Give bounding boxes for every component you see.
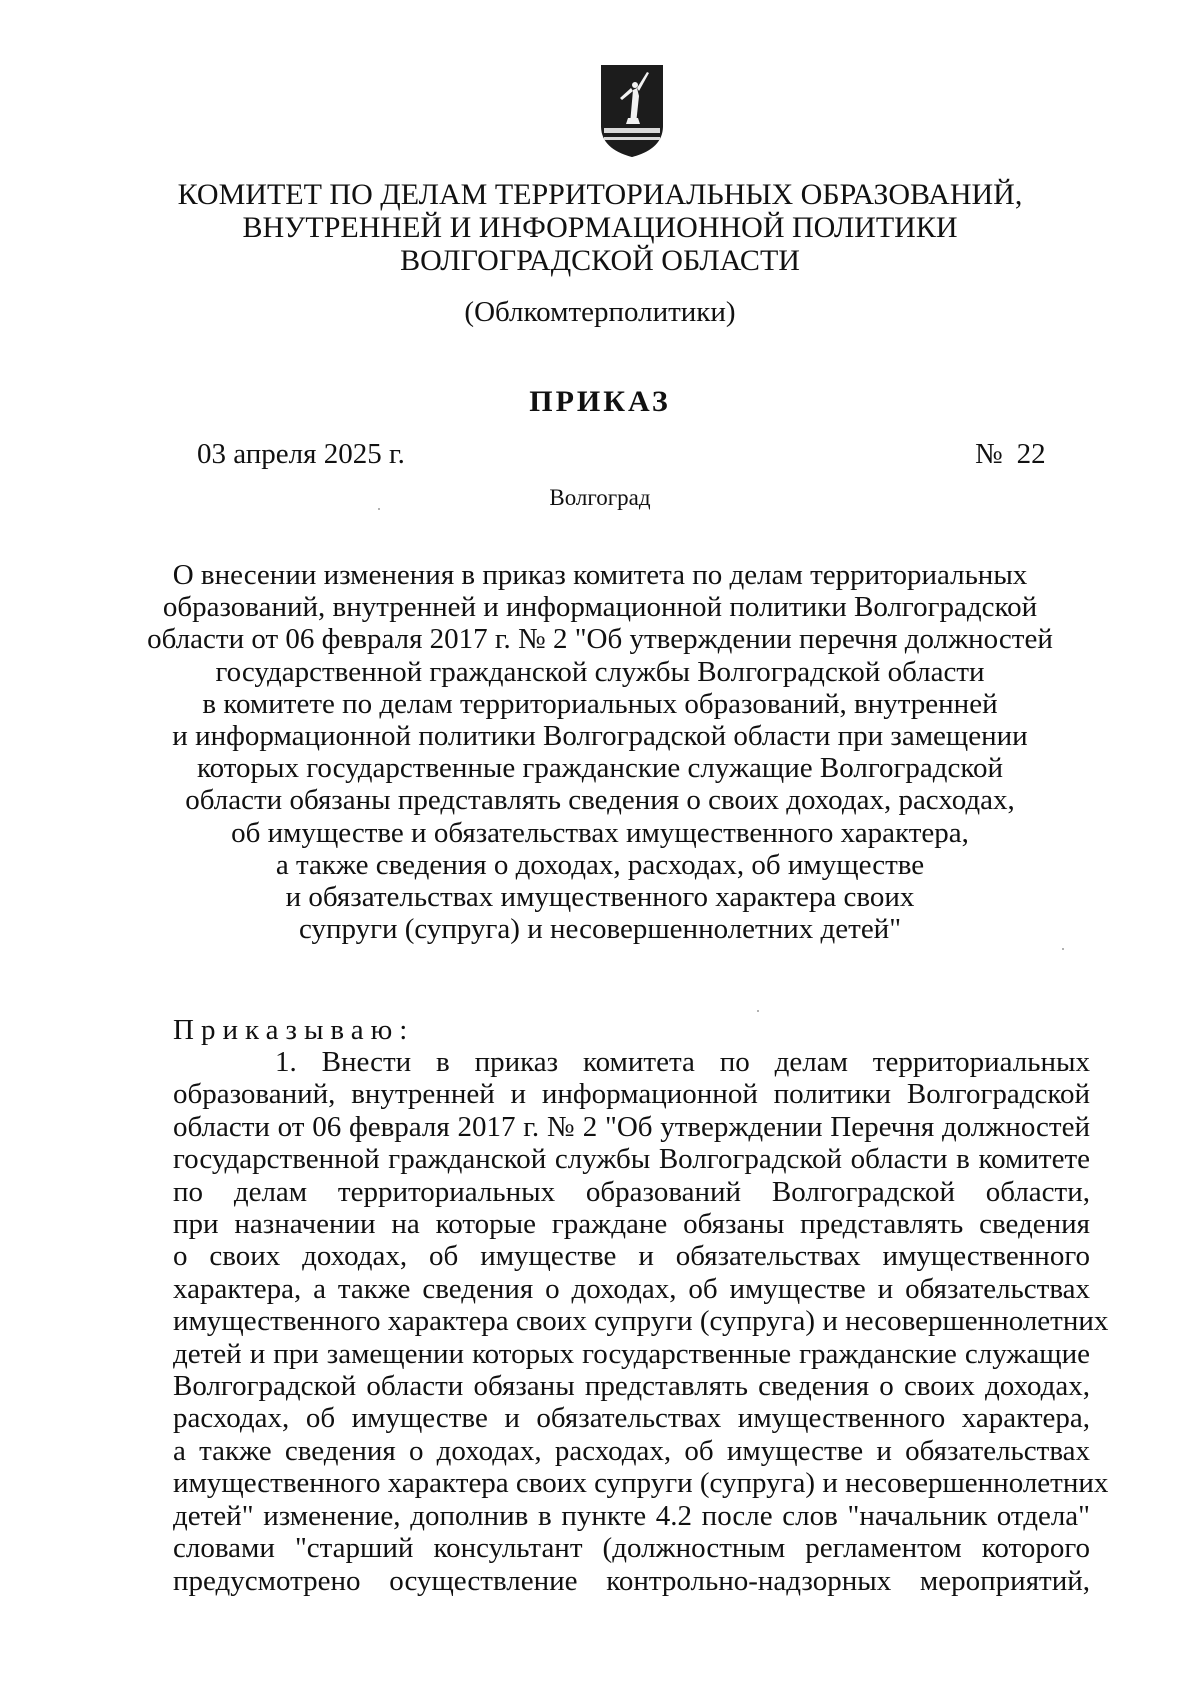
body-line: образований, внутренней и информационной политики Волгоградской: [173, 1078, 1090, 1111]
subject-line: образований, внутренней и информационной политики Волгоградской: [162, 591, 1038, 624]
body-line: Волгоградской области обязаны представлять сведения о своих доходах,: [173, 1370, 1090, 1403]
subject-line: и информационной политики Волгоградской области при замещении: [172, 720, 1028, 753]
document-type: ПРИКАЗ: [529, 385, 671, 418]
body-line: государственной гражданской службы Волгоградской области в комитете: [173, 1143, 1090, 1176]
document-city: Волгоград: [549, 485, 651, 510]
emblem-icon: [600, 64, 664, 158]
body-line: характера, а также сведения о доходах, об имуществе и обязательствах: [173, 1272, 1090, 1305]
number-value: 22: [1016, 438, 1046, 470]
body-line: по делам территориальных образований Волгоградской области,: [173, 1175, 1090, 1208]
body-line: предусмотрено осуществление контрольно-надзорных мероприятий,: [173, 1564, 1090, 1597]
body-line: детей и при замещении которых государственные гражданские служащие: [173, 1337, 1090, 1370]
body-line: 1. Внести в приказ комитета по делам территориальных: [275, 1046, 1090, 1078]
committee-header: [150, 178, 1050, 277]
header-line: ВОЛГОГРАДСКОЙ ОБЛАСТИ: [400, 244, 800, 277]
body-line: имущественного характера своих супруги (супруга) и несовершеннолетних: [173, 1305, 1109, 1338]
body-line: а также сведения о доходах, расходах, об имуществе и обязательствах: [173, 1434, 1090, 1467]
subject-line: супруги (супруга) и несовершеннолетних детей": [298, 913, 902, 946]
subject-line: области от 06 февраля 2017 г. № 2 "Об утверждении перечня должностей: [147, 623, 1053, 656]
subject-line: а также сведения о доходах, расходах, об имуществе: [275, 848, 925, 881]
document-subject: [140, 559, 1060, 945]
committee-abbreviation: (Облкомтерполитики): [464, 296, 736, 328]
body-line: области от 06 февраля 2017 г. № 2 "Об утверждении Перечня должностей: [173, 1110, 1090, 1143]
number-sign: №: [975, 438, 1003, 470]
volgograd-emblem: [600, 64, 664, 158]
body-line: расходах, об имуществе и обязательствах имущественного характера,: [173, 1402, 1090, 1435]
body-line: детей" изменение, дополнив в пункте 4.2 после слов "начальник отдела": [173, 1499, 1090, 1532]
order-word: Приказываю:: [173, 1014, 415, 1046]
scan-speck: [378, 508, 380, 510]
header-line: КОМИТЕТ ПО ДЕЛАМ ТЕРРИТОРИАЛЬНЫХ ОБРАЗОВАНИЙ,: [177, 178, 1023, 211]
subject-line: О внесении изменения в приказ комитета по делам территориальных: [172, 559, 1028, 591]
subject-line: и обязательствах имущественного характера своих: [285, 881, 915, 914]
subject-line: государственной гражданской службы Волгоградской области: [215, 655, 985, 688]
header-line: ВНУТРЕННЕЙ И ИНФОРМАЦИОННОЙ ПОЛИТИКИ: [242, 211, 958, 244]
subject-line: об имуществе и обязательствах имущественного характера,: [231, 816, 969, 849]
document-date: 03 апреля 2025 г.: [197, 438, 405, 470]
order-body: [173, 1046, 1109, 1597]
scan-speck: [757, 1010, 759, 1012]
body-line: словами "старший консультант (должностным регламентом которого: [173, 1532, 1090, 1565]
body-line: о своих доходах, об имуществе и обязательствах имущественного: [173, 1240, 1090, 1273]
body-line: имущественного характера своих супруги (супруга) и несовершеннолетних: [173, 1467, 1109, 1500]
document-number: [975, 438, 1046, 471]
subject-line: в комитете по делам территориальных образований, внутренней: [202, 687, 998, 720]
subject-line: которых государственные гражданские служащие Волгоградской: [196, 752, 1004, 785]
body-line: при назначении на которые граждане обязаны представлять сведения: [173, 1208, 1090, 1241]
scan-speck: [1062, 948, 1064, 950]
subject-line: области обязаны представлять сведения о своих доходах, расходах,: [185, 784, 1015, 817]
